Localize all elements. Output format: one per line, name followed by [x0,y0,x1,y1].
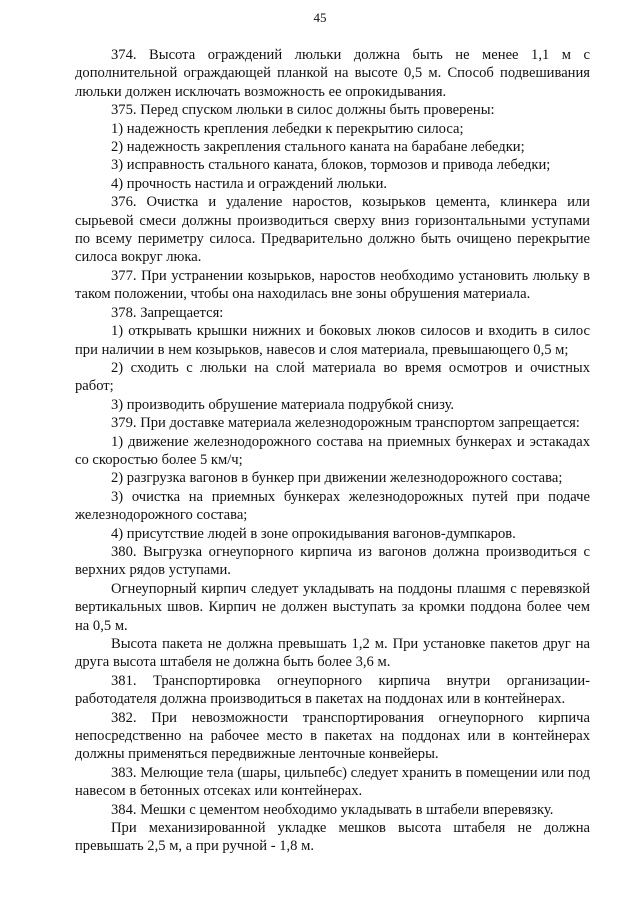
list-item: 1) движение железнодорожного состава на приемных бункерах и эстакадах со скоростью более 5 км/ч; [75,433,590,468]
list-item: 3) исправность стального каната, блоков, тормозов и привода лебедки; [111,157,551,174]
paragraph: 384. Мешки с цементом необходимо укладывать в штабели вперевязку. [111,801,554,818]
paragraph: 380. Выгрузка огнеупорного кирпича из вагонов должна производиться с верхних рядов уступами. [75,543,590,579]
paragraph: 375. Перед спуском люльки в силос должны быть проверены: [111,102,495,119]
paragraph: 381. Транспортировка огнеупорного кирпича внутри организации-работодателя должна производиться в пакетах на поддонах или в контейнерах. [75,672,590,708]
list-item: 4) прочность настила и ограждений люльки. [111,175,388,192]
paragraph: 376. Очистка и удаление наростов, козырьков цемента, клинкера или сырьевой смеси должны производиться сверху вниз горизонтальными уступами по всему периметру силоса. Предварительно должно быть очищено перекрытие силоса вокруг люка. [75,194,590,266]
paragraph: 382. При невозможности транспортирования огнеупорного кирпича непосредственно на рабочее место в пакетах на поддонах или в контейнерах должны применяться передвижные ленточные конвейеры. [75,709,590,763]
paragraph: 378. Запрещается: [111,304,224,321]
paragraph: Высота пакета не должна превышать 1,2 м. При установке пакетов друг на друга высота штабеля не должна быть более 3,6 м. [75,636,590,671]
list-item: 2) сходить с люльки на слой материала во время осмотров и очистных работ; [75,359,590,395]
paragraph: 383. Мелющие тела (шары, цильпебс) следует хранить в помещении или под навесом в бетонных отсеках или контейнерах. [75,764,590,800]
page-number: 45 [313,10,327,25]
paragraph: Огнеупорный кирпич следует укладывать на поддоны плашмя с перевязкой вертикальных швов. Кирпич не должен выступать за кромки поддона более чем на 0,5 м. [75,580,590,634]
paragraph: При механизированной укладке мешков высота штабеля не должна превышать 2,5 м, а при ручной - 1,8 м. [75,820,590,855]
list-item: 3) очистка на приемных бункерах железнодорожных путей при подаче железнодорожного состава; [75,488,590,524]
document-body [75,46,590,856]
list-item: 4) присутствие людей в зоне опрокидывания вагонов-думпкаров. [111,525,516,542]
paragraph: 377. При устранении козырьков, наростов необходимо установить люльку в таком положении, чтобы она находилась вне зоны обрушения материала. [75,267,590,303]
list-item: 3) производить обрушение материала подрубкой снизу. [111,396,455,413]
list-item: 2) разгрузка вагонов в бункер при движении железнодорожного состава; [111,470,563,487]
list-item: 1) надежность крепления лебедки к перекрытию силоса; [111,120,464,137]
list-item: 1) открывать крышки нижних и боковых люков силосов и входить в силос при наличии в нем козырьков, навесов и слоя материала, превышающего 0,5 м; [75,323,590,358]
paragraph: 374. Высота ограждений люльки должна быть не менее 1,1 м с дополнительной ограждающей планкой на высоте 0,5 м. Способ подвешивания люльки должен исключать возможность ее опрокидывания. [75,47,590,100]
list-item: 2) надежность закрепления стального каната на барабане лебедки; [111,139,525,156]
paragraph: 379. При доставке материала железнодорожным транспортом запрещается: [111,415,580,432]
